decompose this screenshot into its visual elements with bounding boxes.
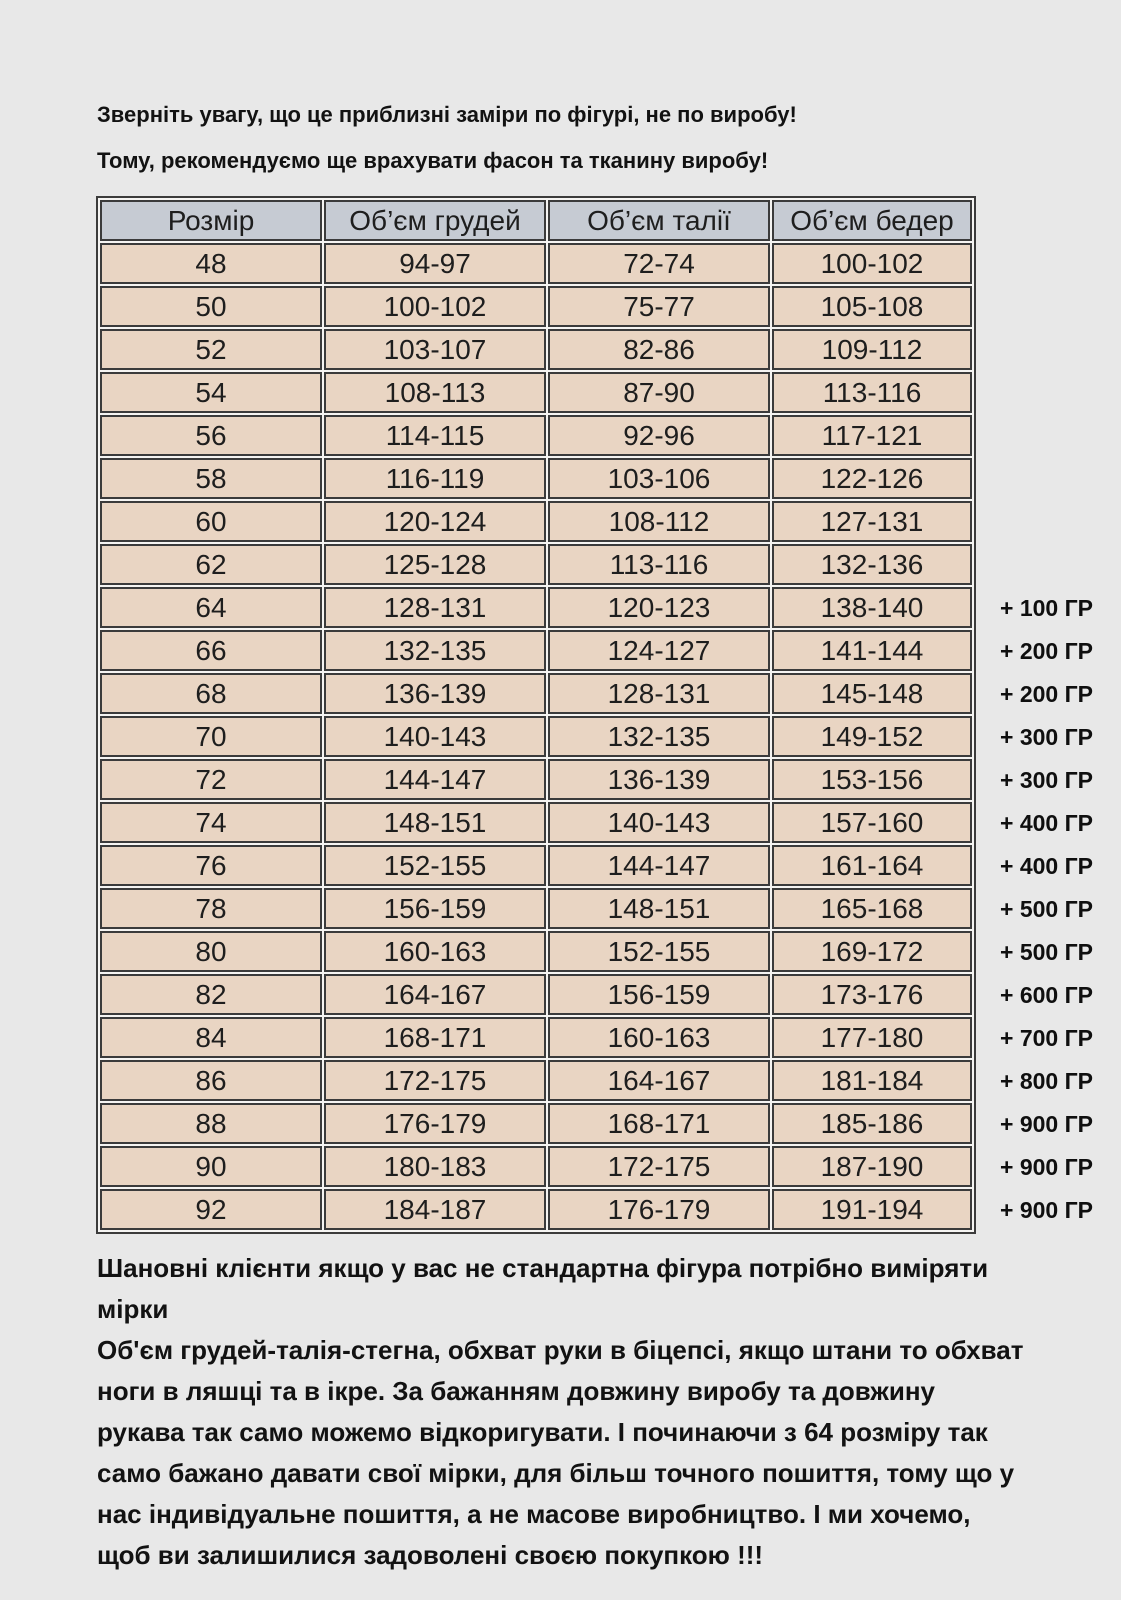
measurement-cell: 100-102 — [324, 286, 546, 327]
surcharge-label: + 900 ГР — [1000, 1111, 1093, 1137]
bottom-note-line: само бажано давати свої мірки, для більш точного пошиття, тому що у — [97, 1458, 1015, 1488]
measurement-cell: 117-121 — [772, 415, 972, 456]
surcharge-label: + 700 ГР — [1000, 1025, 1093, 1051]
bottom-notes — [97, 1248, 1023, 1576]
table-row — [100, 1103, 972, 1144]
table-row — [100, 1017, 972, 1058]
bottom-note-line: ноги в ляшці та в ікре. За бажанням довжину виробу та довжину — [97, 1376, 935, 1406]
surcharge-label: + 300 ГР — [1000, 724, 1093, 750]
table-row — [100, 845, 972, 886]
bottom-note-line: Об'єм грудей-талія-стегна, обхват руки в біцепсі, якщо штани то обхват — [97, 1335, 1024, 1365]
surcharge-label: + 500 ГР — [1000, 939, 1093, 965]
size-table — [96, 196, 976, 1234]
measurement-cell: 180-183 — [324, 1146, 546, 1187]
column-header: Розмір — [100, 200, 322, 241]
measurement-cell: 164-167 — [548, 1060, 770, 1101]
measurement-cell: 177-180 — [772, 1017, 972, 1058]
measurement-cell: 164-167 — [324, 974, 546, 1015]
measurement-cell: 184-187 — [324, 1189, 546, 1230]
surcharge-label: + 400 ГР — [1000, 810, 1093, 836]
column-header: Об’єм бедер — [772, 200, 972, 241]
size-cell: 68 — [100, 673, 322, 714]
measurement-cell: 114-115 — [324, 415, 546, 456]
table-row — [100, 630, 972, 671]
measurement-cell: 138-140 — [772, 587, 972, 628]
measurement-cell: 160-163 — [548, 1017, 770, 1058]
size-cell: 50 — [100, 286, 322, 327]
table-row — [100, 587, 972, 628]
table-row — [100, 372, 972, 413]
measurement-cell: 153-156 — [772, 759, 972, 800]
measurement-cell: 160-163 — [324, 931, 546, 972]
size-cell: 72 — [100, 759, 322, 800]
table-row — [100, 458, 972, 499]
measurement-cell: 185-186 — [772, 1103, 972, 1144]
size-cell: 90 — [100, 1146, 322, 1187]
measurement-cell: 103-106 — [548, 458, 770, 499]
measurement-cell: 116-119 — [324, 458, 546, 499]
measurement-cell: 72-74 — [548, 243, 770, 284]
table-row — [100, 888, 972, 929]
surcharge-label: + 800 ГР — [1000, 1068, 1093, 1094]
measurement-cell: 108-113 — [324, 372, 546, 413]
measurement-cell: 148-151 — [548, 888, 770, 929]
measurement-cell: 144-147 — [324, 759, 546, 800]
table-row — [100, 544, 972, 585]
measurement-cell: 136-139 — [548, 759, 770, 800]
measurement-cell: 149-152 — [772, 716, 972, 757]
size-cell: 64 — [100, 587, 322, 628]
measurement-cell: 157-160 — [772, 802, 972, 843]
table-row — [100, 501, 972, 542]
table-header-row — [100, 200, 972, 241]
table-row — [100, 802, 972, 843]
size-cell: 56 — [100, 415, 322, 456]
table-row — [100, 329, 972, 370]
measurement-cell: 181-184 — [772, 1060, 972, 1101]
measurement-cell: 136-139 — [324, 673, 546, 714]
measurement-cell: 132-135 — [548, 716, 770, 757]
size-cell: 92 — [100, 1189, 322, 1230]
measurement-cell: 187-190 — [772, 1146, 972, 1187]
measurement-cell: 144-147 — [548, 845, 770, 886]
table-row — [100, 286, 972, 327]
size-cell: 78 — [100, 888, 322, 929]
column-header: Об’єм талії — [548, 200, 770, 241]
surcharge-label: + 900 ГР — [1000, 1154, 1093, 1180]
measurement-cell: 145-148 — [772, 673, 972, 714]
top-notes — [97, 92, 797, 184]
measurement-cell: 124-127 — [548, 630, 770, 671]
measurement-cell: 132-135 — [324, 630, 546, 671]
measurement-cell: 168-171 — [324, 1017, 546, 1058]
table-row — [100, 716, 972, 757]
measurement-cell: 172-175 — [548, 1146, 770, 1187]
measurement-cell: 108-112 — [548, 501, 770, 542]
measurement-cell: 141-144 — [772, 630, 972, 671]
size-cell: 54 — [100, 372, 322, 413]
size-cell: 60 — [100, 501, 322, 542]
bottom-note-line: мірки — [97, 1294, 169, 1324]
measurement-cell: 152-155 — [324, 845, 546, 886]
measurement-cell: 156-159 — [548, 974, 770, 1015]
surcharge-label: + 900 ГР — [1000, 1197, 1093, 1223]
measurement-cell: 161-164 — [772, 845, 972, 886]
measurement-cell: 87-90 — [548, 372, 770, 413]
size-cell: 88 — [100, 1103, 322, 1144]
measurement-cell: 128-131 — [324, 587, 546, 628]
table-row — [100, 759, 972, 800]
measurement-cell: 113-116 — [772, 372, 972, 413]
measurement-cell: 169-172 — [772, 931, 972, 972]
size-cell: 84 — [100, 1017, 322, 1058]
table-row — [100, 1146, 972, 1187]
measurement-cell: 125-128 — [324, 544, 546, 585]
measurement-cell: 103-107 — [324, 329, 546, 370]
table-row — [100, 1189, 972, 1230]
measurement-cell: 191-194 — [772, 1189, 972, 1230]
measurement-cell: 127-131 — [772, 501, 972, 542]
surcharge-label: + 200 ГР — [1000, 681, 1093, 707]
size-cell: 62 — [100, 544, 322, 585]
measurement-cell: 165-168 — [772, 888, 972, 929]
table-row — [100, 415, 972, 456]
measurement-cell: 172-175 — [324, 1060, 546, 1101]
measurement-cell: 176-179 — [324, 1103, 546, 1144]
measurement-cell: 148-151 — [324, 802, 546, 843]
measurement-cell: 100-102 — [772, 243, 972, 284]
surcharge-label: + 500 ГР — [1000, 896, 1093, 922]
column-header: Об’єм грудей — [324, 200, 546, 241]
bottom-note-line: Шановні клієнти якщо у вас не стандартна фігура потрібно виміряти — [97, 1253, 989, 1283]
surcharge-label: + 400 ГР — [1000, 853, 1093, 879]
bottom-note-line: нас індивідуальне пошиття, а не масове виробництво. І ми хочемо, — [97, 1499, 971, 1529]
surcharge-label: + 300 ГР — [1000, 767, 1093, 793]
size-cell: 58 — [100, 458, 322, 499]
measurement-cell: 140-143 — [548, 802, 770, 843]
surcharge-labels — [993, 587, 1093, 1232]
measurement-cell: 128-131 — [548, 673, 770, 714]
measurement-cell: 75-77 — [548, 286, 770, 327]
measurement-cell: 168-171 — [548, 1103, 770, 1144]
size-cell: 70 — [100, 716, 322, 757]
surcharge-label: + 200 ГР — [1000, 638, 1093, 664]
size-cell: 74 — [100, 802, 322, 843]
measurement-cell: 92-96 — [548, 415, 770, 456]
table-row — [100, 1060, 972, 1101]
measurement-cell: 120-124 — [324, 501, 546, 542]
note-approximate-measurements: Зверніть увагу, що це приблизні заміри по фігурі, не по виробу! — [97, 102, 797, 127]
size-cell: 66 — [100, 630, 322, 671]
size-cell: 86 — [100, 1060, 322, 1101]
bottom-note-line: щоб ви залишилися задоволені своєю покупкою !!! — [97, 1540, 764, 1570]
measurement-cell: 120-123 — [548, 587, 770, 628]
table-row — [100, 673, 972, 714]
note-consider-fabric: Тому, рекомендуємо ще врахувати фасон та тканину виробу! — [97, 148, 769, 173]
table-row — [100, 974, 972, 1015]
surcharge-label: + 100 ГР — [1000, 595, 1093, 621]
size-cell: 76 — [100, 845, 322, 886]
measurement-cell: 152-155 — [548, 931, 770, 972]
measurement-cell: 132-136 — [772, 544, 972, 585]
size-cell: 80 — [100, 931, 322, 972]
size-cell: 48 — [100, 243, 322, 284]
measurement-cell: 156-159 — [324, 888, 546, 929]
measurement-cell: 109-112 — [772, 329, 972, 370]
table-row — [100, 931, 972, 972]
table-row — [100, 243, 972, 284]
bottom-note-line: рукава так само можемо відкоригувати. І починаючи з 64 розміру так — [97, 1417, 988, 1447]
measurement-cell: 173-176 — [772, 974, 972, 1015]
size-cell: 52 — [100, 329, 322, 370]
measurement-cell: 113-116 — [548, 544, 770, 585]
measurement-cell: 122-126 — [772, 458, 972, 499]
measurement-cell: 105-108 — [772, 286, 972, 327]
size-cell: 82 — [100, 974, 322, 1015]
surcharge-label: + 600 ГР — [1000, 982, 1093, 1008]
measurement-cell: 82-86 — [548, 329, 770, 370]
measurement-cell: 94-97 — [324, 243, 546, 284]
measurement-cell: 176-179 — [548, 1189, 770, 1230]
measurement-cell: 140-143 — [324, 716, 546, 757]
